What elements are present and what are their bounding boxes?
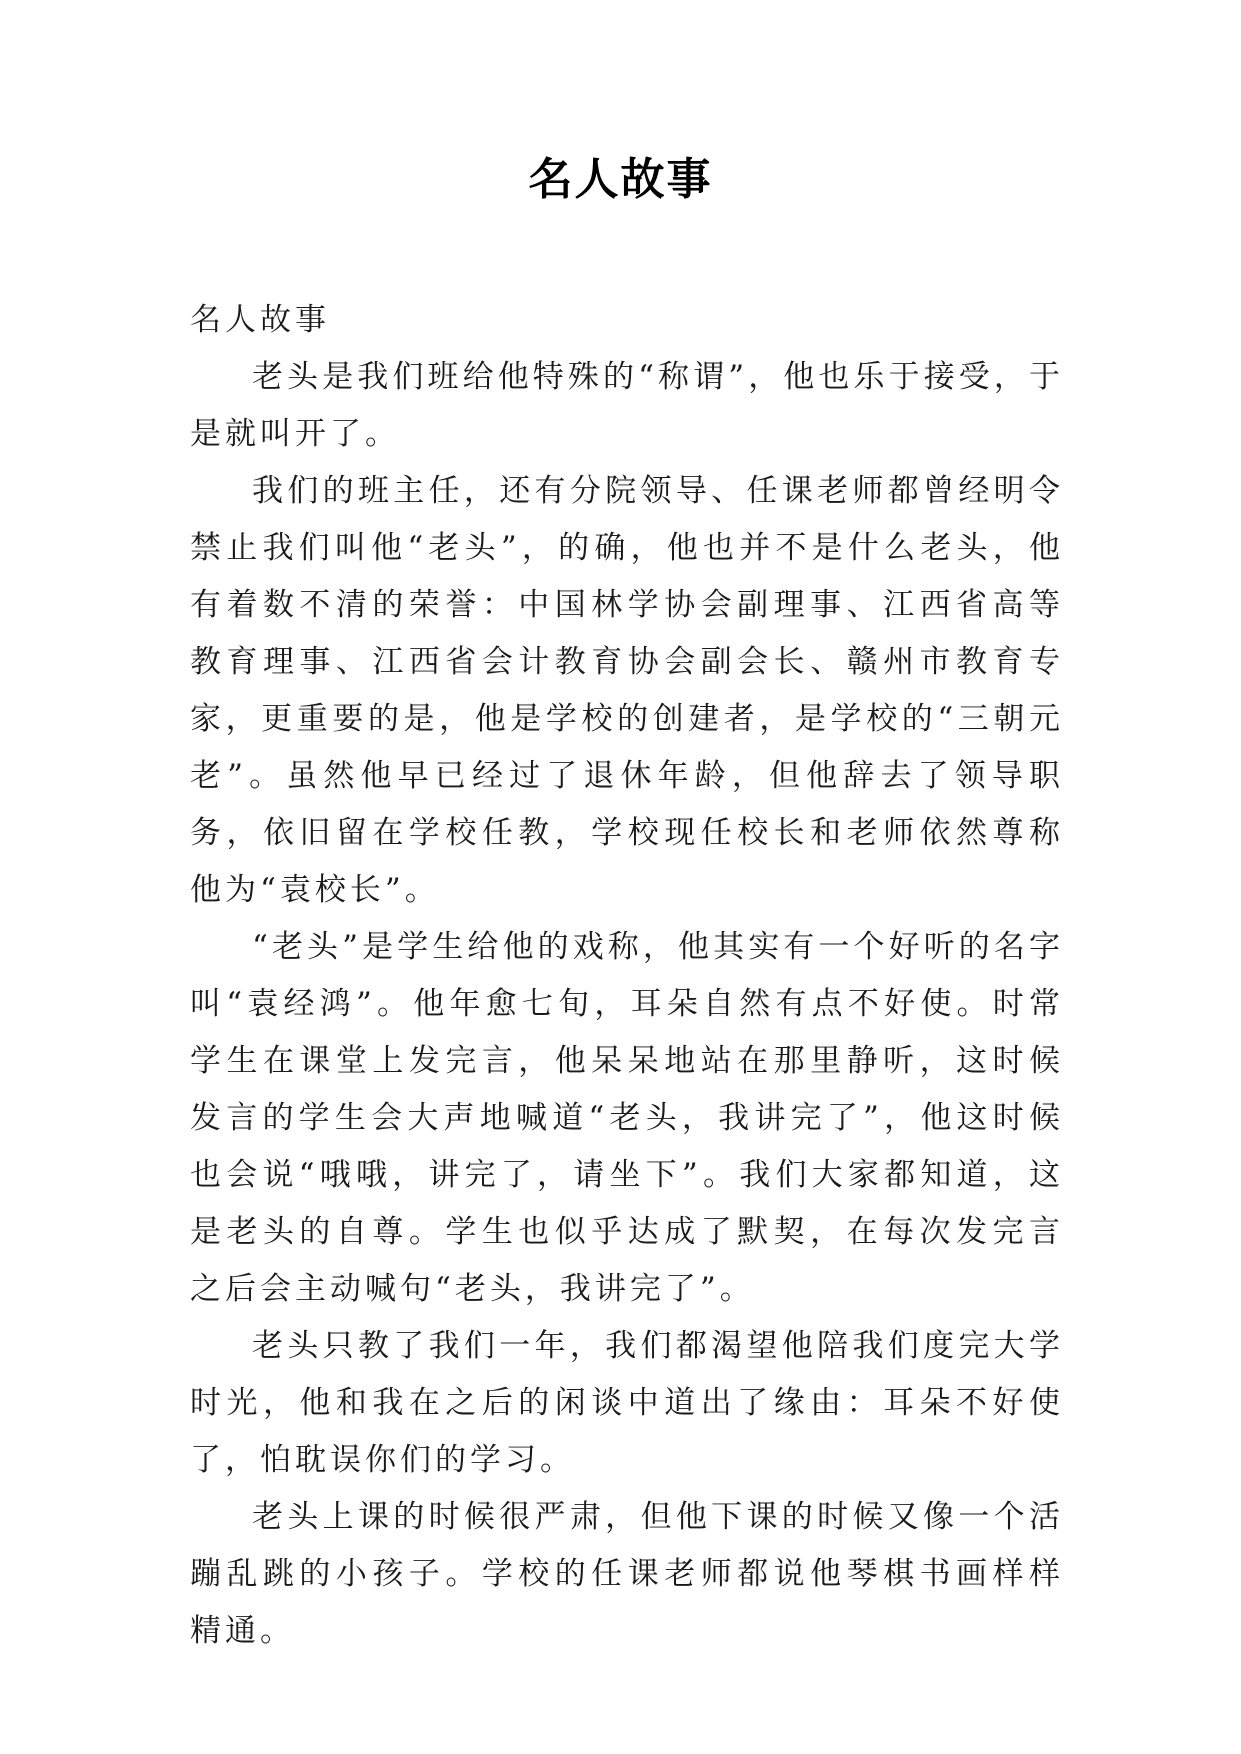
document-subtitle: 名人故事: [190, 302, 330, 338]
document-title: 名人故事: [528, 154, 713, 205]
paragraph: 老头上课的时候很严肃，但他下课的时候又像一个活蹦乱跳的小孩子。学校的任课老师都说他琴棋书画样样精通。: [190, 1499, 1064, 1649]
paragraph: 老头是我们班给他特殊的“称谓”，他也乐于接受，于是就叫开了。: [190, 359, 1064, 452]
document-body: [190, 292, 1064, 1660]
paragraph: 我们的班主任，还有分院领导、任课老师都曾经明令禁止我们叫他“老头”，的确，他也并不是什么老头，他有着数不清的荣誉：中国林学协会副理事、江西省高等教育理事、江西省会计教育协会副会长、赣州市教育专家，更重要的是，他是学校的创建者，是学校的“三朝元老”。虽然他早已经过了退休年龄，但他辞去了领导职务，依旧留在学校任教，学校现任校长和老师依然尊称他为“袁校长”。: [190, 473, 1064, 908]
paragraph: 老头只教了我们一年，我们都渴望他陪我们度完大学时光，他和我在之后的闲谈中道出了缘由：耳朵不好使了，怕耽误你们的学习。: [190, 1328, 1064, 1478]
paragraph: “老头”是学生给他的戏称，他其实有一个好听的名字叫“袁经鸿”。他年愈七旬，耳朵自然有点不好使。时常学生在课堂上发完言，他呆呆地站在那里静听，这时候发言的学生会大声地喊道“老头，我讲完了”，他这时候也会说“哦哦，讲完了，请坐下”。我们大家都知道，这是老头的自尊。学生也似乎达成了默契，在每次发完言之后会主动喊句“老头，我讲完了”。: [190, 929, 1064, 1307]
